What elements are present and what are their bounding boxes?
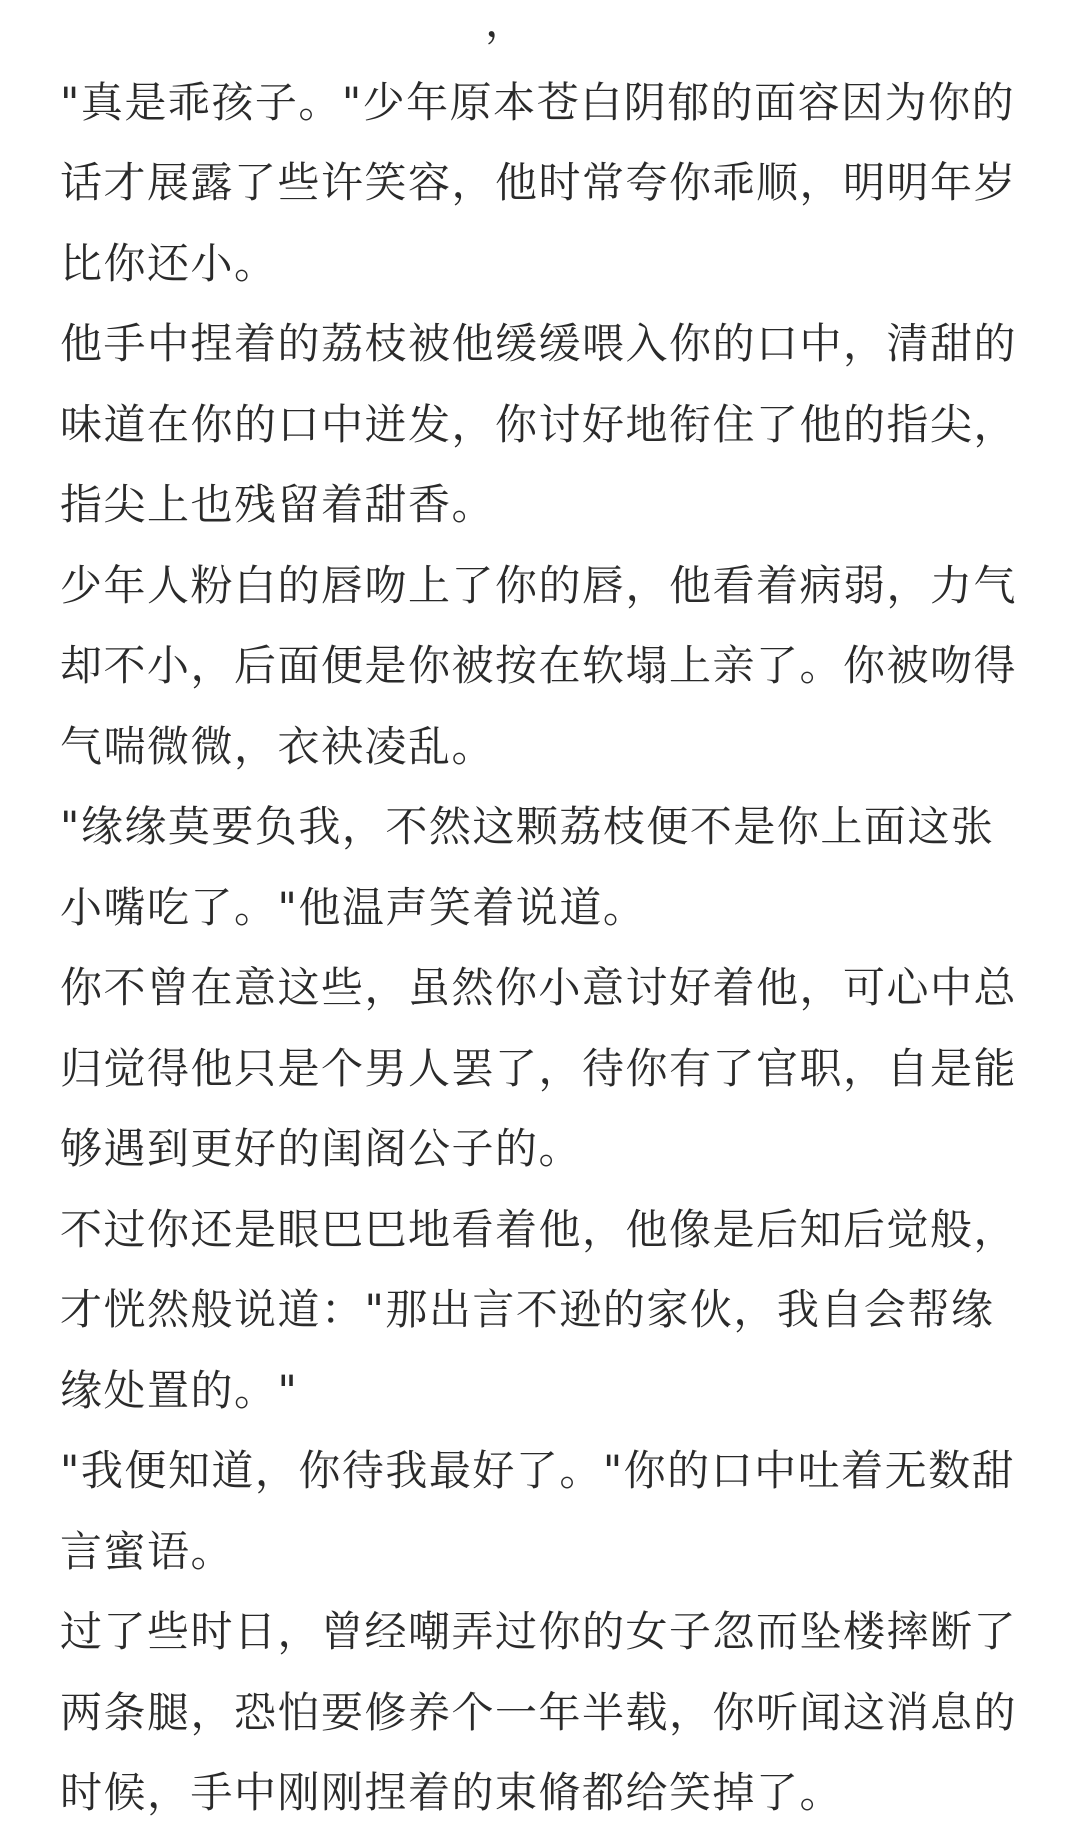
paragraph-1: "真是乖孩子。"少年原本苍白阴郁的面容因为你的话才展露了些许笑容，他时常夸你乖顺，明明年岁比你还小。 [60,77,1018,288]
paragraph-2: 他手中捏着的荔枝被他缓缓喂入你的口中，清甜的味道在你的口中迸发，你讨好地衔住了他的指尖，指尖上也残留着甜香。 [60,319,1018,529]
article-body [60,0,1030,1834]
paragraph-3: 少年人粉白的唇吻上了你的唇，他看着病弱，力气却不小，后面便是你被按在软塌上亲了。你被吻得气喘微微，衣袂凌乱。 [60,560,1018,771]
cut-off-line-fragment [60,0,1030,63]
paragraph-4: "缘缘莫要负我，不然这颗荔枝便不是你上面这张小嘴吃了。"他温声笑着说道。 [60,802,995,932]
cut-off-punctuation: ， [485,0,529,46]
paragraph-6: 不过你还是眼巴巴地看着他，他像是后知后觉般，才恍然般说道："那出言不逊的家伙，我自会帮缘缘处置的。" [60,1204,1018,1415]
paragraph-7: "我便知道，你待我最好了。"你的口中吐着无数甜言蜜语。 [60,1446,1016,1576]
paragraph-8: 过了些时日，曾经嘲弄过你的女子忽而坠楼摔断了两条腿，恐怕要修养个一年半载，你听闻这消息的时候，手中刚刚捏着的束脩都给笑掉了。 [60,1607,1018,1817]
paragraph-5: 你不曾在意这些，虽然你小意讨好着他，可心中总归觉得他只是个男人罢了，待你有了官职，自是能够遇到更好的闺阁公子的。 [60,963,1018,1173]
